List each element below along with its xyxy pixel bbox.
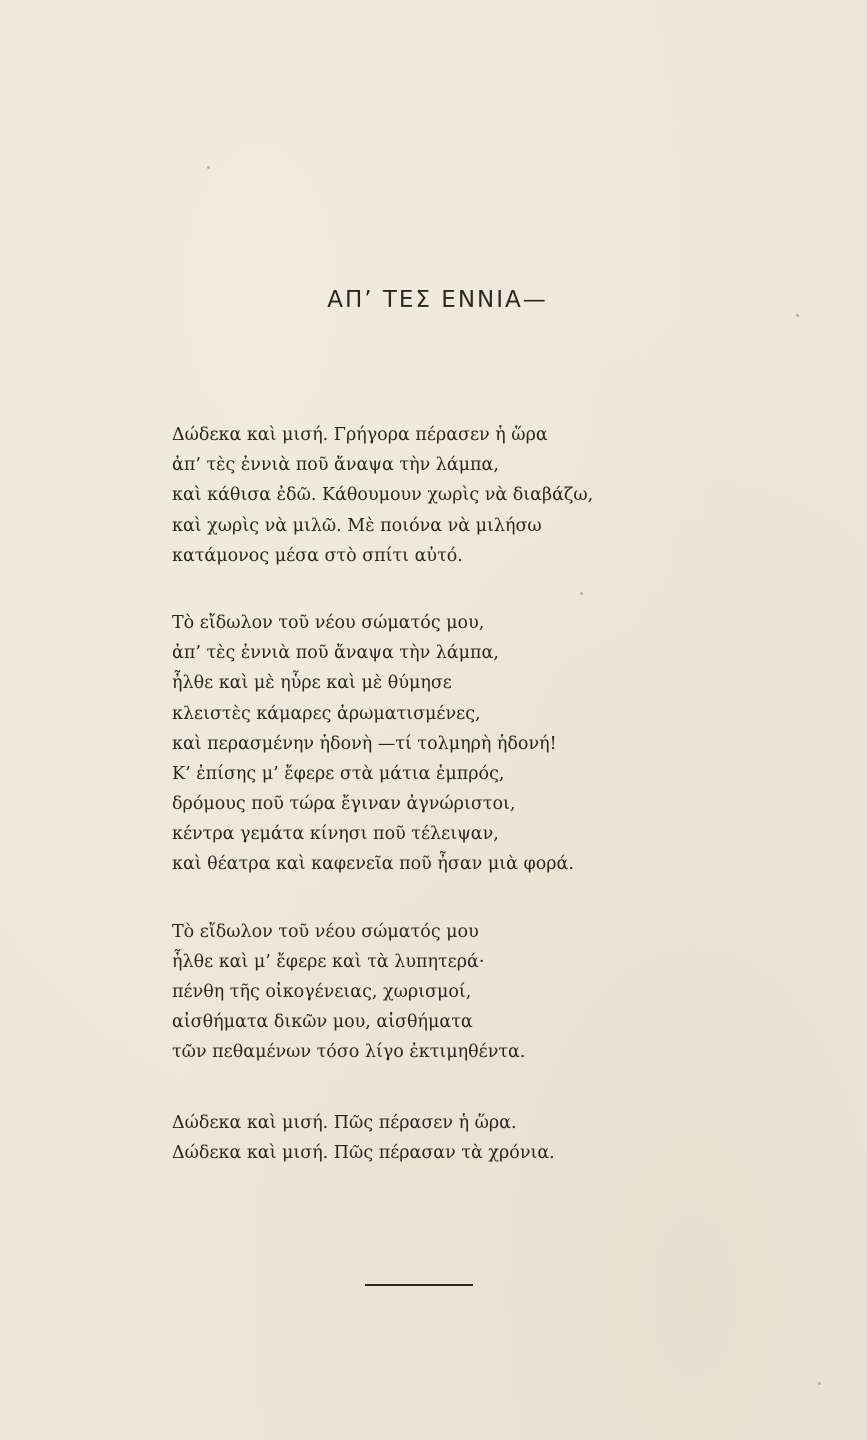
poem-line: Τὸ εἴδωλον τοῦ νέου σώματός μου, xyxy=(172,612,485,633)
poem-line: πένθη τῆς οἰκογένειας, χωρισμοί, xyxy=(172,982,472,1002)
stanza-gap xyxy=(172,880,732,917)
poem-line: Κ’ ἐπίσης μ’ ἔφερε στὰ μάτια ἐμπρός, xyxy=(172,763,505,784)
poem-line: καὶ θέατρα καὶ καφενεῖα ποῦ ἦσαν μιὰ φορά. xyxy=(172,854,574,875)
paper-speck xyxy=(580,592,583,595)
poem-title: ΑΠ’ ΤΕΣ ΕΝΝΙΑ— xyxy=(327,287,548,313)
paper-speck xyxy=(796,314,799,317)
poem-line: τῶν πεθαμένων τόσο λίγο ἐκτιμηθέντα. xyxy=(172,1042,526,1063)
poem-line: δρόμους ποῦ τώρα ἔγιναν ἀγνώριστοι, xyxy=(172,794,516,815)
poem-line: κλειστὲς κάμαρες ἀρωματισμένες, xyxy=(172,703,481,724)
poem-line: Τὸ εἴδωλον τοῦ νέου σώματός μου xyxy=(172,921,479,942)
stanza-2 xyxy=(172,608,732,880)
poem-line: κέντρα γεμάτα κίνησι ποῦ τέλειψαν, xyxy=(172,824,499,845)
poem-line: καὶ χωρὶς νὰ μιλῶ. Μὲ ποιόνα νὰ μιλήσω xyxy=(172,515,542,536)
paper-speck xyxy=(818,1382,821,1385)
end-rule xyxy=(365,1284,473,1286)
poem-body xyxy=(172,420,732,1168)
poem-line: ἀπ’ τὲς ἐννιὰ ποῦ ἄναψα τὴν λάμπα, xyxy=(172,455,499,476)
paper-speck xyxy=(207,166,210,169)
stanza-1 xyxy=(172,420,732,571)
stanza-gap xyxy=(172,1068,732,1108)
poem-line: αἰσθήματα δικῶν μου, αἰσθήματα xyxy=(172,1012,473,1033)
poem-line: καὶ περασμένην ἡδονὴ —τί τολμηρὴ ἡδονή! xyxy=(172,733,557,754)
poem-line: καὶ κάθισα ἐδῶ. Κάθουμουν χωρὶς νὰ διαβάζω, xyxy=(172,485,594,506)
poem-line: Δώδεκα καὶ μισή. Γρήγορα πέρασεν ἡ ὥρα xyxy=(172,425,548,445)
stanza-gap xyxy=(172,571,732,608)
poem-line: ἀπ’ τὲς ἐννιὰ ποῦ ἄναψα τὴν λάμπα, xyxy=(172,643,499,664)
poem-line: ἦλθε καὶ μὲ ηὗρε καὶ μὲ θύμησε xyxy=(172,673,452,694)
poem-line: ἦλθε καὶ μ’ ἔφερε καὶ τὰ λυπητερά· xyxy=(172,951,485,972)
stanza-3 xyxy=(172,917,732,1068)
poem-line: Δώδεκα καὶ μισή. Πῶς πέρασαν τὰ χρόνια. xyxy=(172,1142,555,1163)
poem-line: Δώδεκα καὶ μισή. Πῶς πέρασεν ἡ ὥρα. xyxy=(172,1112,517,1133)
stanza-4 xyxy=(172,1108,732,1168)
poem-line: κατάμονος μέσα στὸ σπίτι αὐτό. xyxy=(172,545,463,566)
